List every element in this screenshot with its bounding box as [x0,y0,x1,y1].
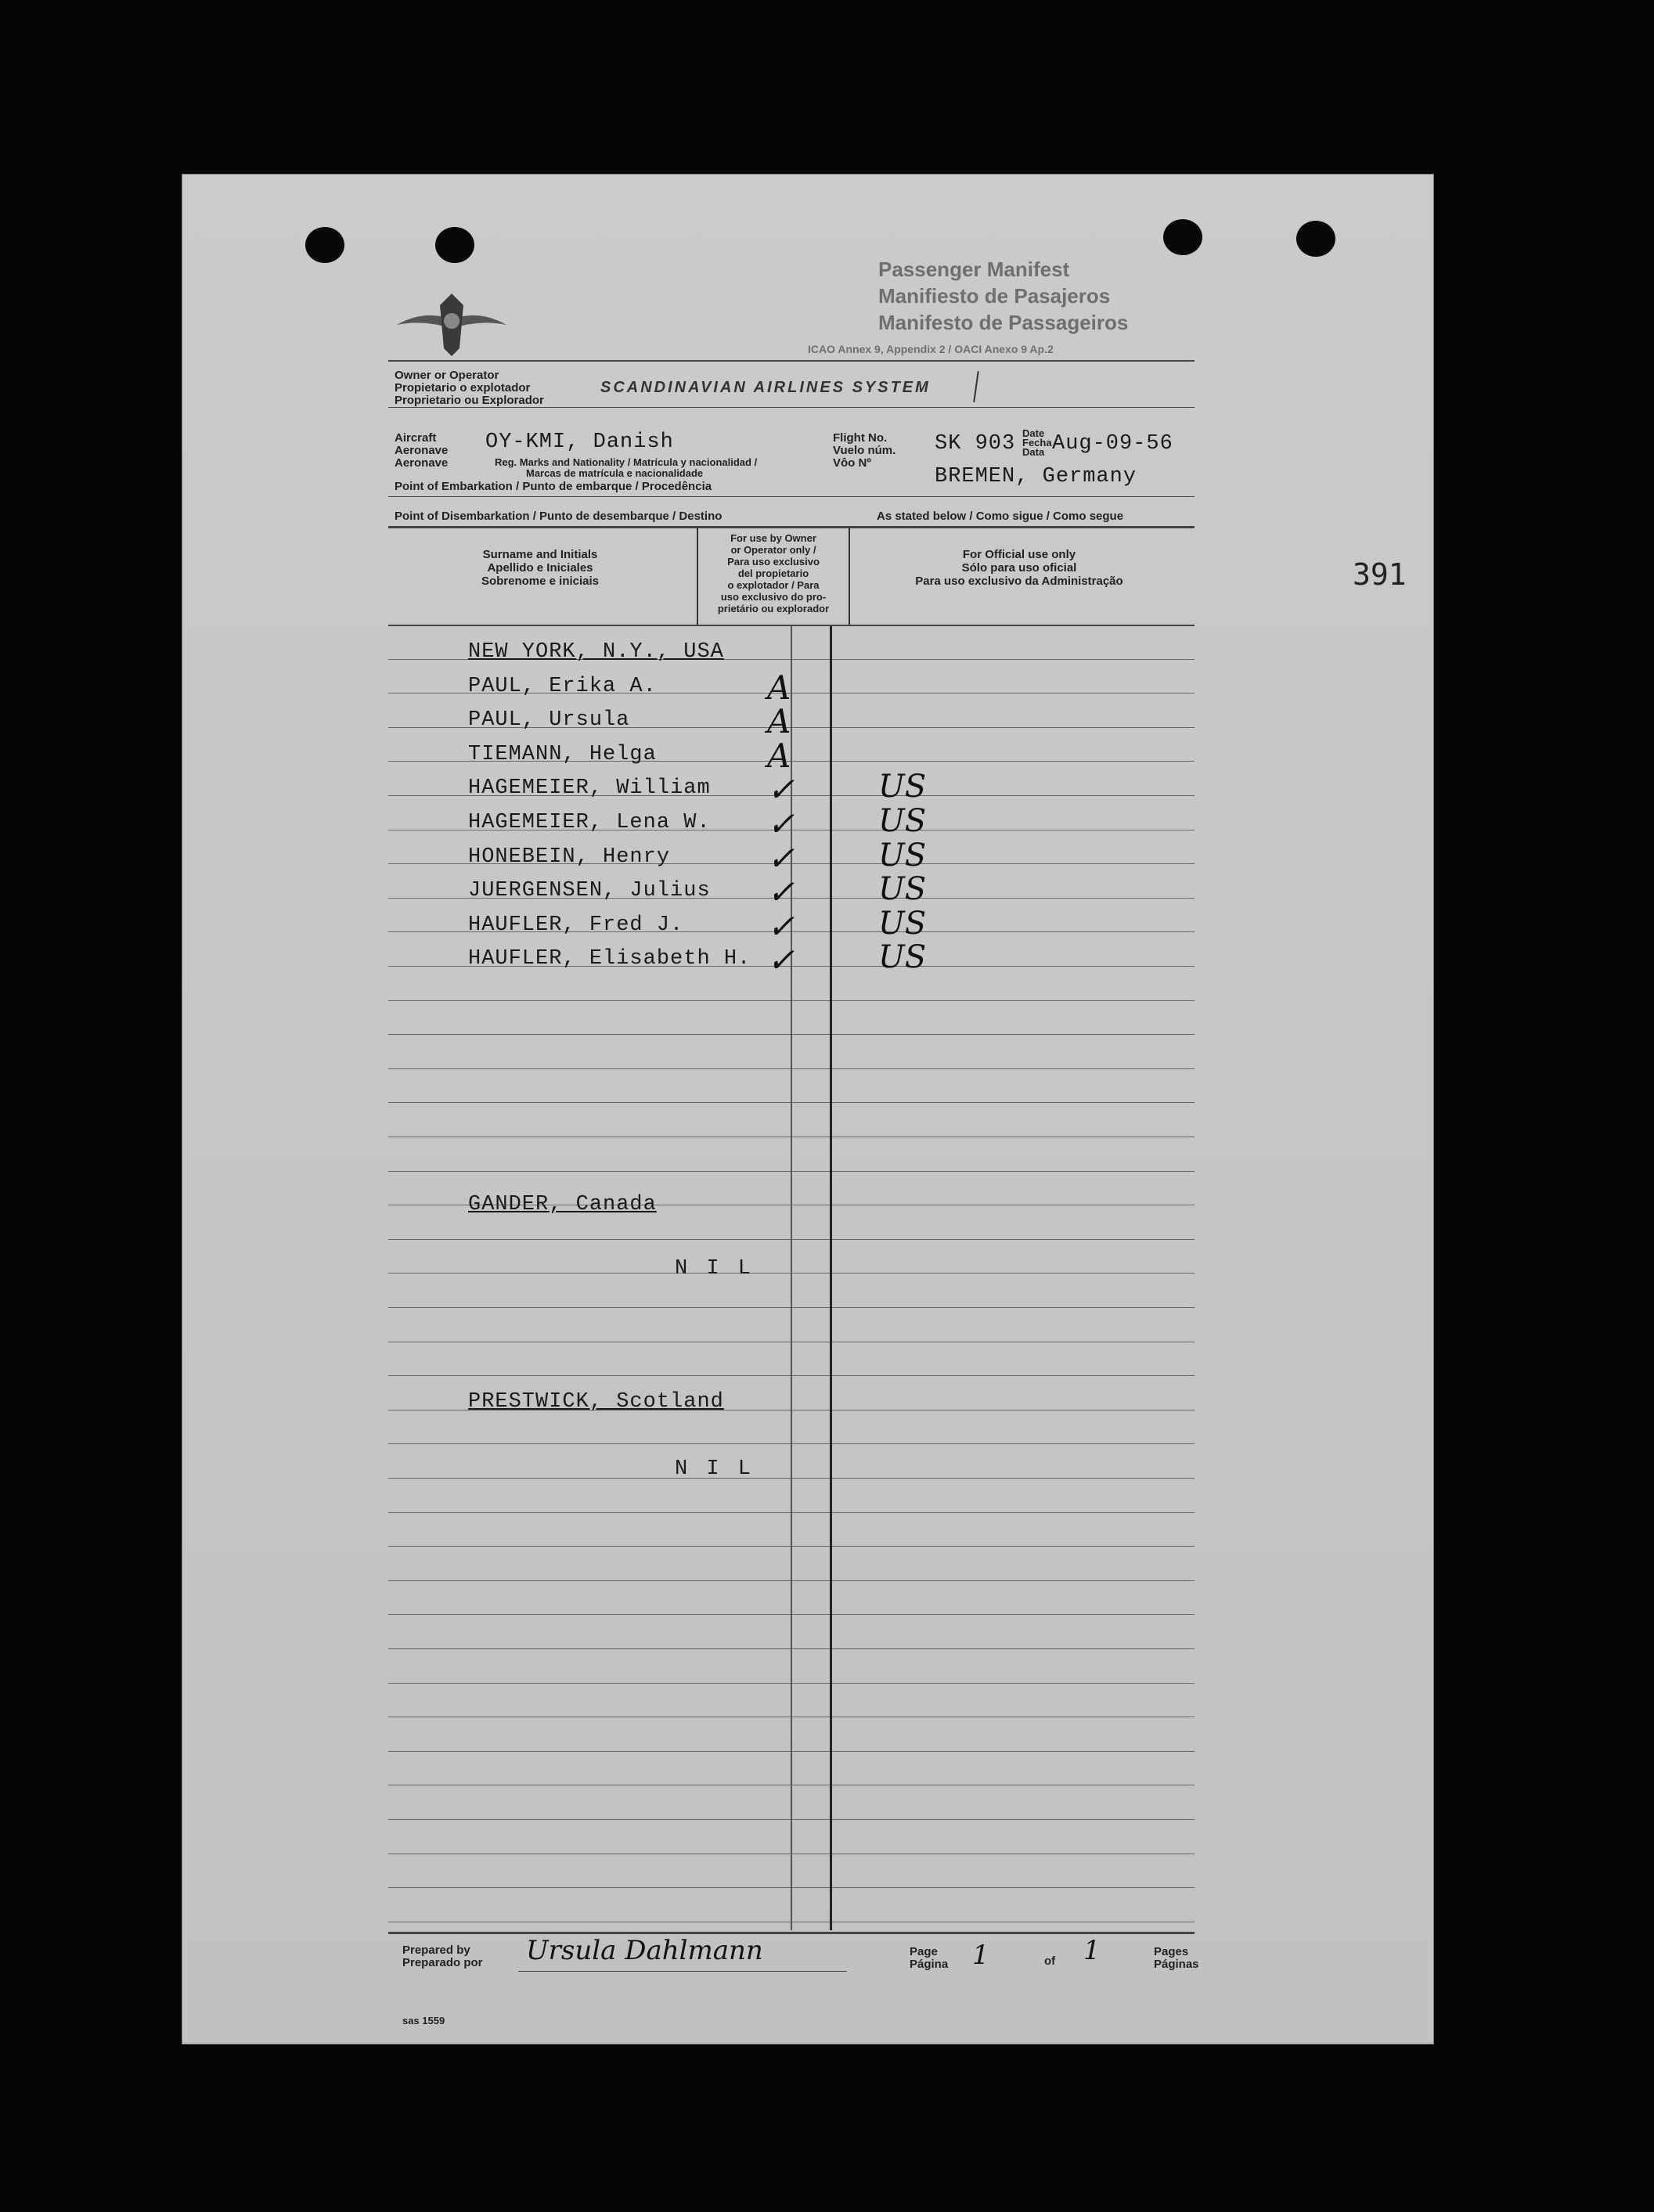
official-nationality: US [878,803,927,839]
official-nationality: US [878,905,927,942]
section-place: GANDER, Canada [468,1193,657,1216]
date-label: Date Fecha Data [1022,427,1052,458]
section-place: PRESTWICK, Scotland [468,1390,724,1414]
aircraft-value: OY-KMI, Danish [485,431,674,454]
passenger-name: PAUL, Erika A. [468,674,657,698]
owner-check-mark: ✓ [767,873,795,912]
col-owner-use-header: For use by Owner or Operator only / Para uso exclusivo del propietario o explotador / Para uso exclusivo do pro- prietário ou explorador [717,532,830,614]
manifest-title-stamp: Passenger Manifest Manifiesto de Pasajeros Manifesto de Passageiros [878,258,1129,334]
stroke-mark [973,371,979,402]
owner-value: SCANDINAVIAN AIRLINES SYSTEM [600,379,931,396]
manifest-sheet [182,174,1434,2044]
embark-label: Point of Embarkation / Punto de embarque / Procedência [395,480,712,493]
destination-heading: NEW YORK, N.Y., USA [468,640,724,664]
official-nationality: US [878,837,927,874]
passenger-name: JUERGENSEN, Julius [468,879,711,903]
divider [388,496,1195,497]
owner-check-mark: A [767,702,791,741]
page-value: 1 [972,1940,989,1971]
section-entry: N I L [675,1457,755,1481]
official-nationality: US [878,769,927,805]
column-divider [830,626,832,1930]
disembark-label: Point of Disembarkation / Punto de desembarque / Destino [395,510,722,523]
passenger-name: HONEBEIN, Henry [468,845,671,869]
icao-reference: ICAO Annex 9, Appendix 2 / OACI Anexo 9 Ap.2 [808,343,1054,355]
divider [849,528,850,625]
as-stated-label: As stated below / Como sigue / Como segue [877,510,1124,523]
flight-label: Flight No. Vuelo núm. Vôo Nº [833,431,896,470]
owner-check-mark: ✓ [767,941,795,980]
section-entry: N I L [675,1257,755,1281]
header-divider [388,526,1195,528]
passenger-name: TIEMANN, Helga [468,742,657,766]
reg-label: Reg. Marks and Nationality / Matrícula y nacionalidad / Marcas de matrícula e nacionalidade [495,456,758,479]
col-surname-header: Surname and Initials Apellido e Iniciales Sobrenome e iniciais [481,548,600,588]
owner-check-mark: ✓ [767,838,795,877]
archive-page-number: 391 [1353,557,1407,592]
official-nationality: US [878,939,927,976]
passenger-name: HAUFLER, Elisabeth H. [468,947,751,971]
divider [388,360,1195,362]
owner-label: Owner or Operator Propietario o explotador Proprietario ou Explorador [395,369,544,407]
page-label: Page Página [910,1945,949,1971]
punch-hole [435,227,474,263]
date-value: Aug-09-56 [1052,432,1173,456]
passenger-name: HAGEMEIER, William [468,776,711,801]
punch-hole [1163,219,1202,255]
embark-value: BREMEN, Germany [935,465,1137,488]
official-nationality: US [878,871,927,908]
owner-check-mark: A [767,668,791,707]
passenger-name: HAGEMEIER, Lena W. [468,811,711,834]
divider [388,407,1195,408]
pages-label: Pages Páginas [1154,1945,1199,1971]
punch-hole [1296,221,1335,257]
owner-check-mark: ✓ [767,770,795,809]
form-number: sas 1559 [402,2015,445,2026]
col-official-header: For Official use only Sólo para uso oficial Para uso exclusivo da Administração [915,548,1123,588]
owner-check-mark: A [767,736,791,775]
airline-logo-icon [393,290,510,360]
of-pages-value: 1 [1083,1935,1101,1966]
footer-divider [388,1932,1195,1934]
passenger-name: HAUFLER, Fred J. [468,913,684,937]
punch-hole [305,227,344,263]
flight-value: SK 903 [935,432,1016,456]
aircraft-label: Aircraft Aeronave Aeronave [395,431,449,470]
signature-line [518,1971,847,1972]
owner-check-mark: ✓ [767,906,795,946]
of-label: of [1044,1954,1056,1968]
owner-check-mark: ✓ [767,805,795,843]
prepared-label: Prepared by Preparado por [402,1944,483,1969]
prepared-signature: Ursula Dahlmann [526,1935,763,1966]
passenger-name: PAUL, Ursula [468,708,630,733]
